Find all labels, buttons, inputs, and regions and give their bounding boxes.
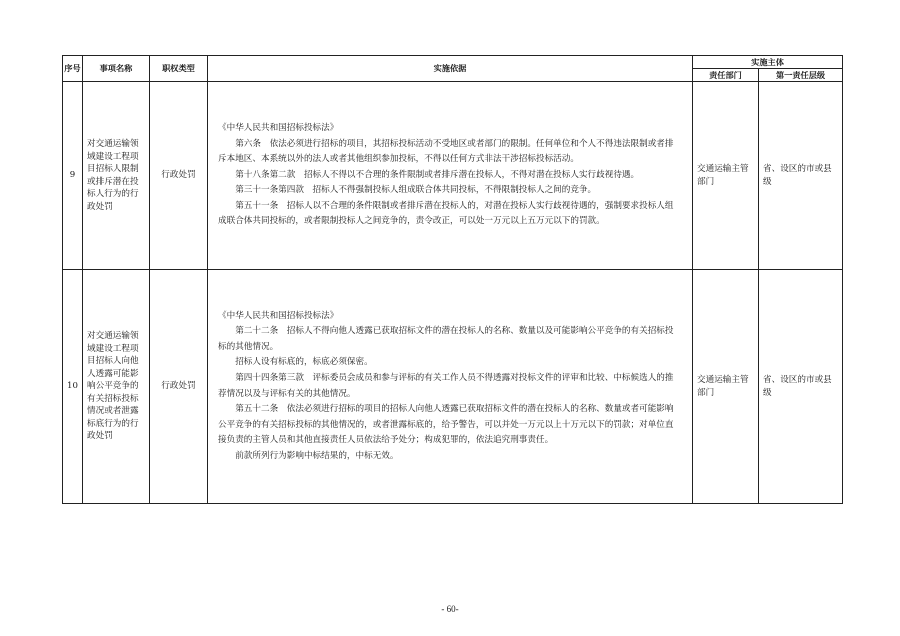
row-seq: 9 — [63, 82, 83, 270]
row-dept: 交通运输主管部门 — [693, 270, 759, 504]
header-seq: 序号 — [63, 56, 83, 82]
basis-paragraph: 第五十二条 依法必须进行招标的项目的招标人向他人透露已获取招标文件的潜在投标人的名称、数量或者可能影响公平竞争的有关招标投标的其他情况的，或者泄露标底的，给予警告，可以并处一万元以上十万元以下的罚款；对单位直接负责的主管人员和其他直接责任人员依法给予处分；构成犯罪的，依法追究刑事责任。 — [218, 404, 674, 446]
basis-paragraph: 第三十一条第四款 招标人不得强制投标人组成联合体共同投标，不得限制投标人之间的竞争。 — [235, 185, 597, 196]
row-basis — [208, 270, 693, 504]
basis-paragraph: 第十八条第二款 招标人不得以不合理的条件限制或者排斥潜在投标人，不得对潜在投标人实行歧视待遇。 — [235, 169, 640, 180]
basis-paragraph: 前款所列行为影响中标结果的，中标无效。 — [235, 450, 399, 461]
header-item-name: 事项名称 — [83, 56, 150, 82]
header-power-type: 职权类型 — [150, 56, 208, 82]
row-seq: 10 — [63, 270, 83, 504]
row-power-type: 行政处罚 — [150, 82, 208, 270]
row-basis — [208, 82, 693, 270]
basis-paragraph: 第五十一条 招标人以不合理的条件限制或者排斥潜在投标人的，对潜在投标人实行歧视待遇的，强制要求投标人组成联合体共同投标的，或者限制投标人之间竞争的，责令改正，可以处一万元以上五万元以下的罚款。 — [218, 200, 674, 227]
header-subject: 实施主体 — [693, 56, 843, 69]
basis-paragraph: 招标人设有标底的，标底必须保密。 — [235, 357, 373, 368]
enforcement-table — [62, 55, 843, 504]
row-item-name: 对交通运输领域建设工程项目招标人向他人透露可能影响公平竞争的有关招标投标情况或者泄露标底行为的行政处罚 — [83, 270, 150, 504]
header-level: 第一责任层级 — [759, 69, 843, 82]
table-row — [63, 270, 843, 504]
basis-paragraph: 《中华人民共和国招标投标法》 — [218, 122, 339, 133]
row-level: 省、设区的市或县级 — [759, 82, 843, 270]
header-dept: 责任部门 — [693, 69, 759, 82]
table-row — [63, 82, 843, 270]
page-number: - 60- — [441, 604, 459, 614]
basis-paragraph: 第六条 依法必须进行招标的项目，其招标投标活动不受地区或者部门的限制。任何单位和个人不得违法限制或者排斥本地区、本系统以外的法人或者其他组织参加投标，不得以任何方式非法干涉招标投标活动。 — [218, 138, 674, 165]
basis-paragraph: 《中华人民共和国招标投标法》 — [218, 310, 339, 321]
table-header-row-1 — [63, 56, 843, 69]
header-basis: 实施依据 — [208, 56, 693, 82]
basis-paragraph: 第二十二条 招标人不得向他人透露已获取招标文件的潜在投标人的名称、数量以及可能影响公平竞争的有关招标投标的其他情况。 — [218, 326, 674, 352]
row-dept: 交通运输主管部门 — [693, 82, 759, 270]
row-item-name: 对交通运输领域建设工程项目招标人限制或排斥潜在投标人行为的行政处罚 — [83, 82, 150, 270]
row-power-type: 行政处罚 — [150, 270, 208, 504]
basis-paragraph: 第四十四条第三款 评标委员会成员和参与评标的有关工作人员不得透露对投标文件的评审和比较、中标候选人的推荐情况以及与评标有关的其他情况。 — [218, 372, 674, 399]
row-level: 省、设区的市或县级 — [759, 270, 843, 504]
